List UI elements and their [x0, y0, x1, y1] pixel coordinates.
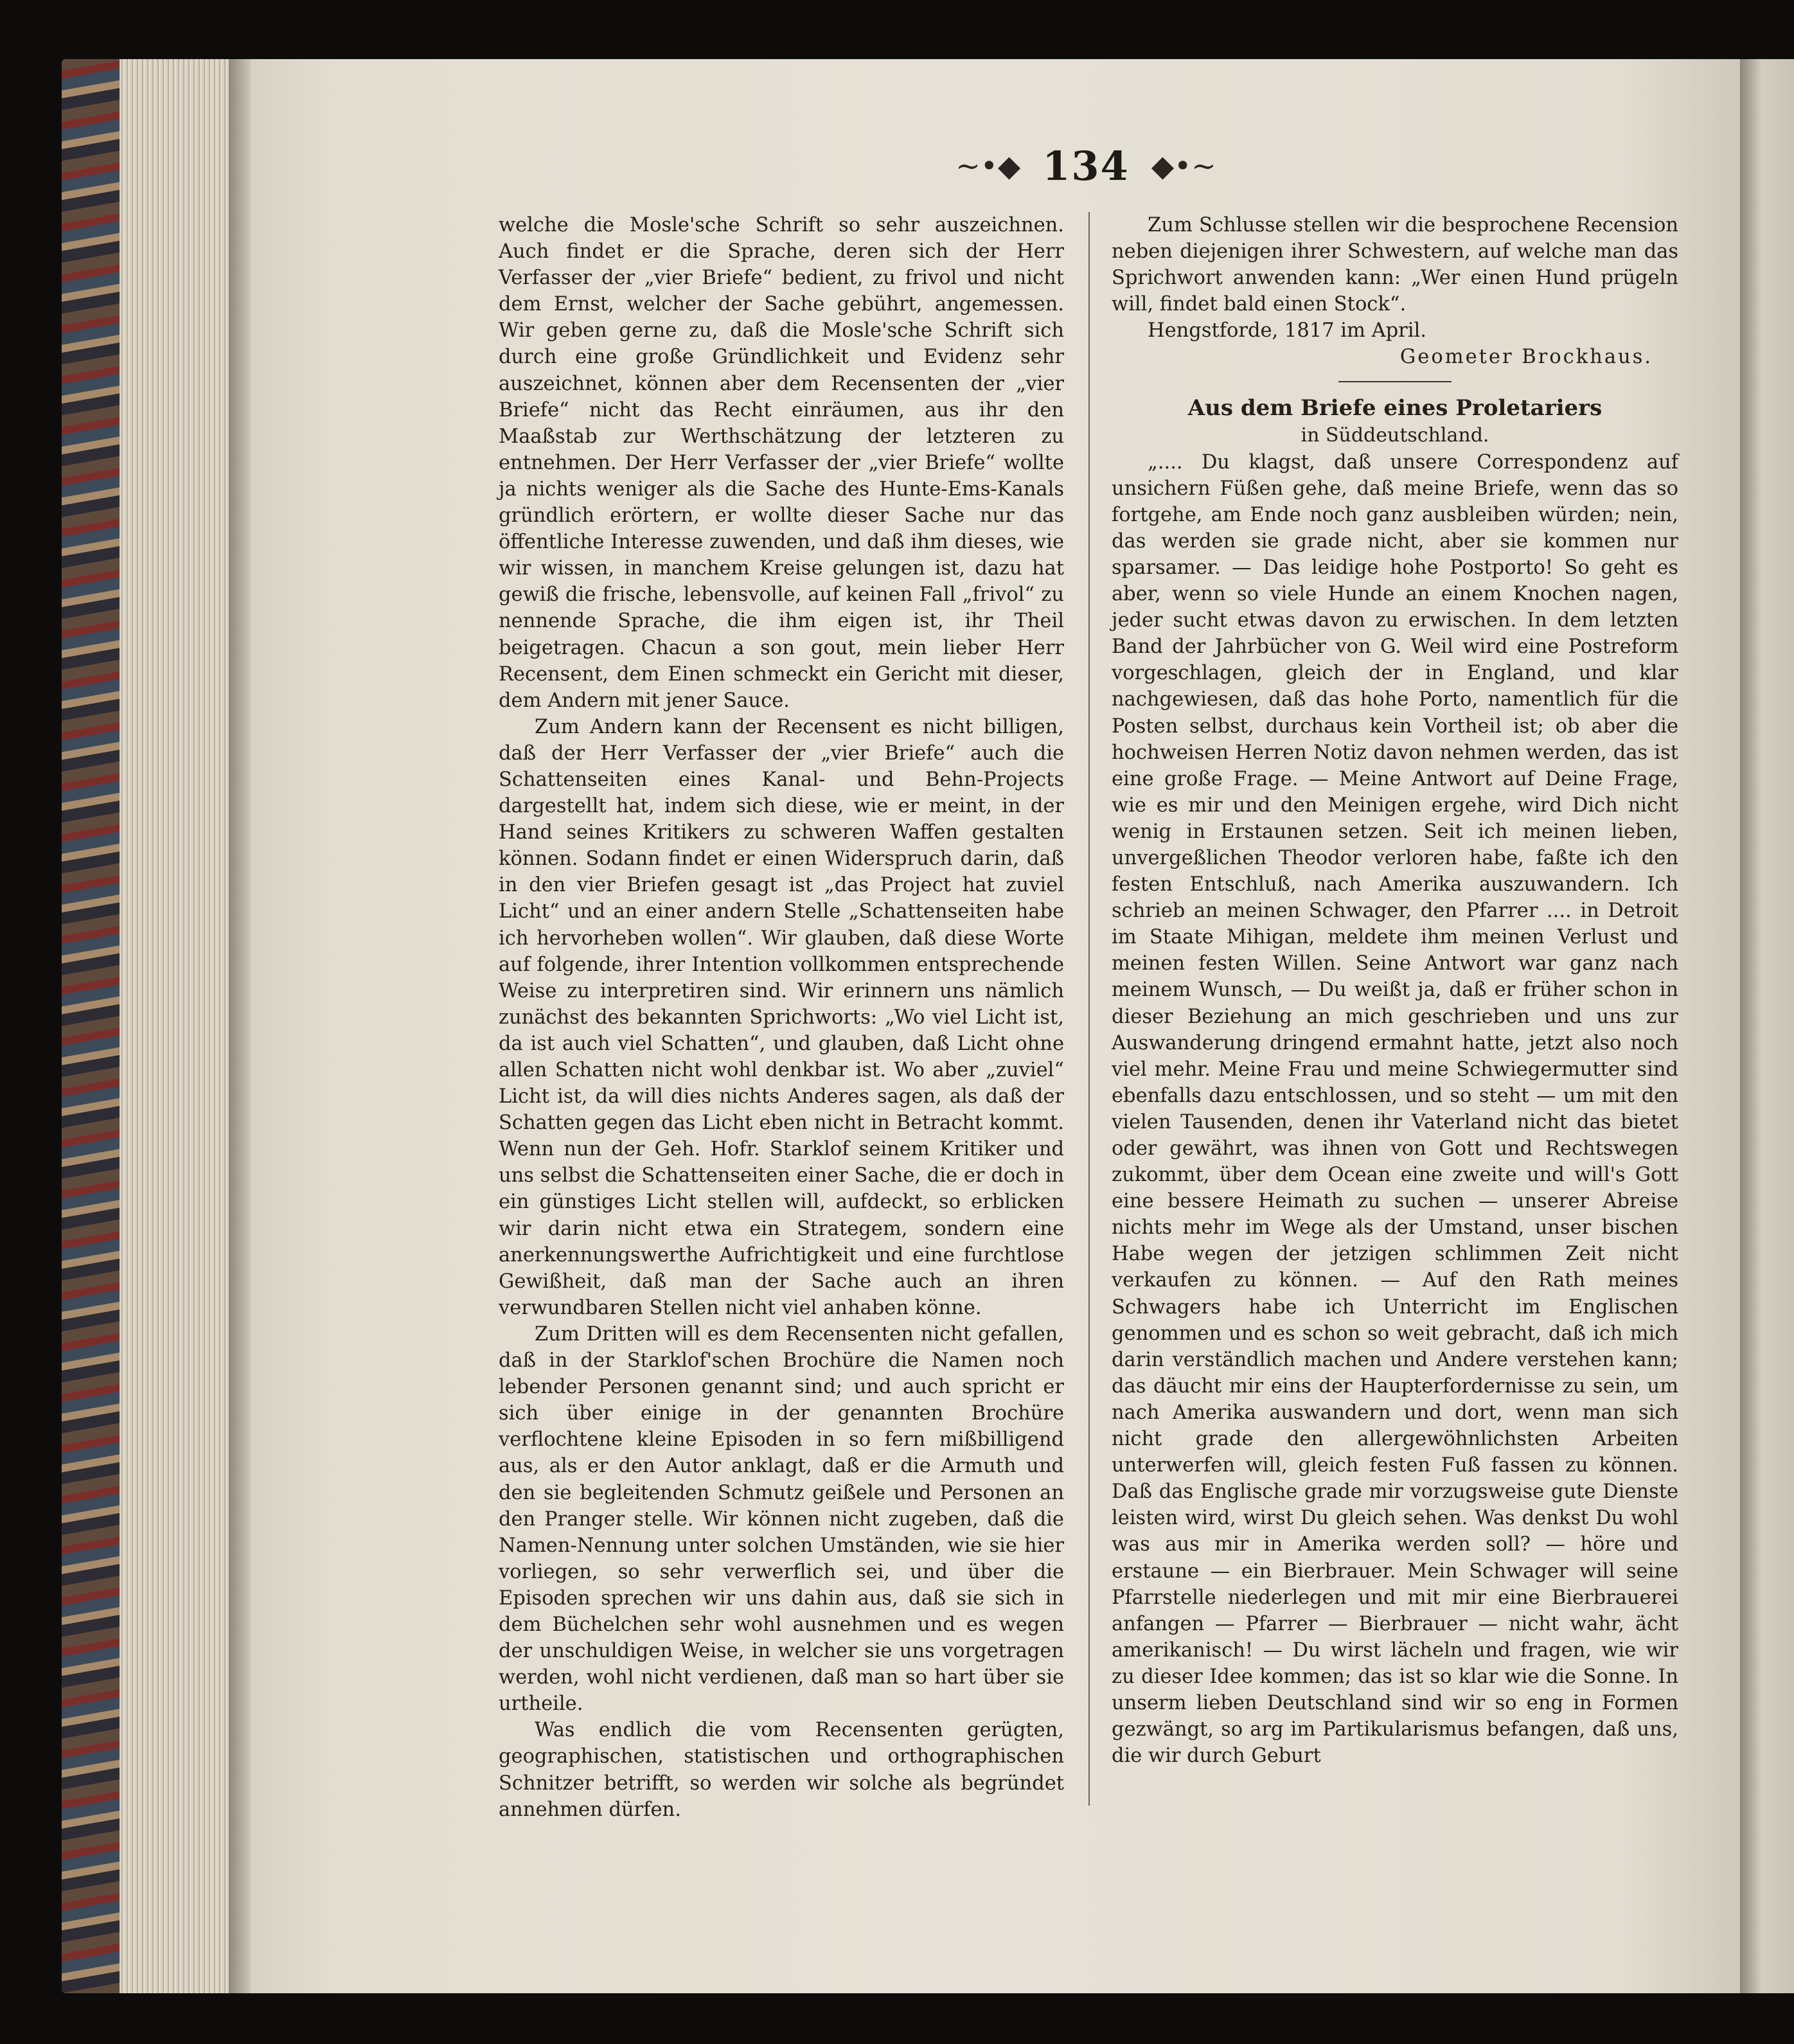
article-body: „.... Du klagst, daß unsere Correspondenz auf unsichern Füßen gehe, daß meine Briefe, wenn das so fortgehe, am Ende noch ganz ausbleiben würden; nein, das werden sie grade nicht, aber sie kommen nur sparsamer. — Das leidige hohe Postporto! So geht es aber, wenn so viele Hunde an einem Knochen nagen, jeder sucht etwas davon zu erwischen. In dem letzten Band der Jahrbücher von G. Weil wird eine Postreform vorgeschlagen, gleich der in England, und klar nachgewiesen, daß das hohe Porto, namentlich für die Posten selbst, durchaus kein Vortheil ist; ob aber die hochweisen Herren Notiz davon nehmen werden, das ist eine große Frage. — Meine Antwort auf Deine Frage, wie es mir und den Meinigen ergehe, wird Dich nicht wenig in Erstaunen setzen. Seit ich meinen lieben, unvergeßlichen Theodor verloren habe, faßte ich den festen Entschluß, nach Amerika auszuwandern. Ich schrieb an meinen Schwager, den Pfarrer .... in Detroit im Staate Mihigan, meldete ihm meinen Verlust und meinen festen Willen. Seine Antwort war ganz nach meinem Wunsch, — Du weißt ja, daß er früher schon in dieser Beziehung an mich geschrieben und uns zur Auswanderung dringend ermahnt hatte, jetzt also noch viel mehr. Meine Frau und meine Schwiegermutter sind ebenfalls dazu entschlossen, und so steht — um mit den vielen Tausenden, denen ihr Vaterland nicht das bietet oder gewährt, was ihnen von Gott und Rechtswegen zukommt, über dem Ocean eine zweite und will's Gott eine bessere Heimath zu suchen — unserer Abreise nichts mehr im Wege als der Umstand, unser bischen Habe wegen der jetzigen schlimmen Zeit nicht verkaufen zu können. — Auf den Rath meines Schwagers habe ich Unterricht im Englischen genommen und es schon so weit gebracht, daß ich mich darin verständlich machen und Andere verstehen kann; das däucht mir eins der Haupterfordernisse zu sein, um nach Amerika auswandern und dort, wenn man sich nicht grade den allergewöhnlichsten Arbeiten unterwerfen will, gleich festen Fuß fassen zu können. Daß das Englische grade mir vorzugsweise gute Dienste leisten wird, wirst Du gleich sehen. Was denkst Du wohl was aus mir in Amerika werden soll? — höre und erstaune — ein Bierbrauer. Mein Schwager will seine Pfarrstelle niederlegen und mit mir eine Bierbrauerei anfangen — Pfarrer — Bierbrauer — nicht wahr, ächt amerikanisch! — Du wirst lächeln und fragen, wie wir zu dieser Idee kommen; das ist so klar wie die Sonne. In unserm lieben Deutschland sind wir so eng in Formen gezwängt, so arg im Partikularismus befangen, daß uns, die wir durch Geburt — [1112, 450, 1678, 1768]
marbled-cover-edge — [62, 59, 122, 1993]
paragraph-second-point: Zum Andern kann der Recensent es nicht billigen, daß der Herr Verfasser der „vier Briefe“ auch die Schattenseiten eines Kanal- und Behn-Projects dargestellt hat, indem sich diese, wie er meint, in der Hand seines Kritikers zu schweren Waffen gestalten können. Sodann findet er einen Widerspruch darin, daß in den vier Briefen gesagt ist „das Project hat zuviel Licht“ und an einer andern Stelle „Schattenseiten habe ich hervorheben wollen“. Wir glauben, daß diese Worte auf folgende, ihrer Intention vollkommen entsprechende Weise zu interpretiren sind. Wir erinnern uns nämlich zunächst des bekannten Sprichworts: „Wo viel Licht ist, da ist auch viel Schatten“, und glauben, daß Licht ohne allen Schatten nicht wohl denkbar ist. Wo aber „zuviel“ Licht ist, da will dies nichts Anderes sagen, als daß der Schatten gegen das Licht eben nicht in Betracht kommt. Wenn nun der Geh. Hofr. Starklof seinem Kritiker und uns selbst die Schattenseiten einer Sache, die er doch in ein günstiges Licht stellen will, aufdeckt, so erblicken wir darin nicht etwa ein Strategem, sondern eine anerkennungswerthe Aufrichtigkeit und eine furchtlose Gewißheit, daß man der Sache auch an ihren verwundbaren Stellen nicht viel anhaben könne. — [499, 715, 1064, 1319]
column-divider — [1088, 212, 1090, 1806]
article-title: Aus dem Briefe eines Proletariers — [1187, 395, 1603, 421]
page-number: 134 — [1042, 142, 1130, 190]
paragraph-third-point: Zum Dritten will es dem Recensenten nicht gefallen, daß in der Starklof'schen Brochüre die Namen noch lebender Personen genannt sind; und auch spricht er sich über einige in der genannten Brochüre verflochtene kleine Episoden in so fern mißbilligend aus, als er den Autor anklagt, daß er die Armuth und den sie begleitenden Schmutz geißele und Personen an den Pranger stelle. Wir können nicht zugeben, daß die Namen-Nennung unter solchen Umständen, wie sie hier vorliegen, so sehr verwerflich sei, und über die Episoden sprechen wir uns dahin aus, daß sie sich in dem Büchelchen sehr wohl ausnehmen und es wegen der unschuldigen Weise, in welcher sie uns vorgetragen werden, wohl nicht verdienen, daß man so hart über sie urtheile. — [499, 1322, 1064, 1716]
paragraph-final-point: Was endlich die vom Recensenten gerügten, geographischen, statistischen und orthographischen Schnitzer betrifft, so werden wir solche als begründet annehmen dürfen. — [499, 1719, 1064, 1821]
page-edges — [120, 59, 230, 1993]
left-column — [499, 212, 1064, 1823]
paragraph-continuation: welche die Mosle'sche Schrift so sehr auszeichnen. Auch findet er die Sprache, deren sich der Herr Verfasser der „vier Briefe“ bedient, zu frivol und nicht dem Ernst, welcher der Sache gebührt, angemessen. Wir geben gerne zu, daß die Mosle'sche Schrift sich durch eine große Gründlichkeit und Evidenz sehr auszeichnet, können aber dem Recensenten der „vier Briefe“ nicht das Recht einräumen, aus ihr den Maaßstab zur Werthschätzung der letzteren zu entnehmen. Der Herr Verfasser der „vier Briefe“ wollte ja nichts weniger als die Sache des Hunte-Ems-Kanals gründlich erörtern, er wollte dieser Sache nur das öffentliche Interesse zuwenden, und daß ihm dieses, wie wir wissen, in manchem Kreise gelungen ist, dazu hat gewiß die frische, lebensvolle, auf keinen Fall „frivol“ zu nennende Sprache, die ihm eigen ist, ihr Theil beigetragen. Chacun a son gout, mein lieber Herr Recensent, dem Einen schmeckt ein Gericht mit dieser, dem Andern mit jener Sauce. — [499, 214, 1064, 712]
next-page-edge — [1740, 59, 1794, 1993]
closing-paragraph: Zum Schlusse stellen wir die besprochene Recension neben diejenigen ihrer Schwestern, auf welche man das Sprichwort anwenden kann: „Wer einen Hund prügeln will, findet bald einen Stock“. — [1112, 214, 1678, 316]
right-column — [1112, 212, 1678, 1769]
section-rule — [1338, 381, 1452, 382]
ornament-right-icon: ◆•~ — [1151, 148, 1216, 183]
article-subtitle: in Süddeutschland. — [1301, 423, 1489, 447]
page-header — [938, 140, 1234, 191]
author-signature: Geometer Brockhaus. — [1399, 346, 1653, 369]
ornament-left-icon: ~•◆ — [955, 148, 1021, 183]
place-date-line: Hengstforde, 1817 im April. — [1148, 319, 1426, 342]
